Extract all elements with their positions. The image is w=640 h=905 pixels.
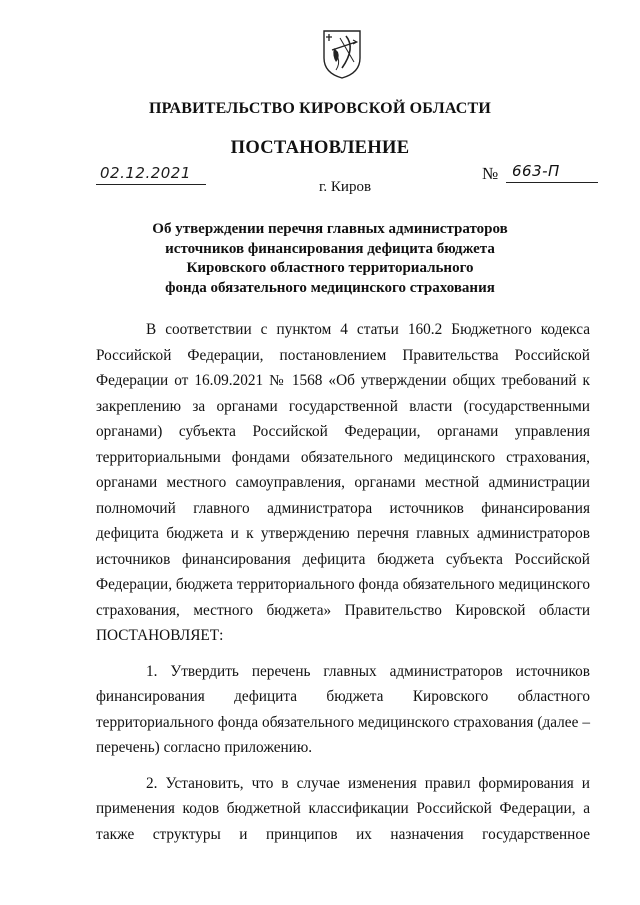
body-line: финансирования дефицита бюджета Кировского областного — [96, 688, 590, 705]
body-line: применения кодов бюджетной классификации Российской Федерации, а — [96, 800, 590, 817]
body-line: Российской Федерации, постановлением Правительства Российской — [96, 346, 590, 364]
body-line: ПОСТАНОВЛЯЕТ: — [96, 627, 224, 644]
body-line: источников финансирования дефицита бюджета субъекта Российской — [96, 550, 590, 568]
body-line: Федерации, бюджета территориального фонда обязательного медицинского — [96, 576, 590, 593]
body-line: полномочий главного администратора источников финансирования — [96, 499, 590, 517]
title-line: Кировского областного территориального — [186, 260, 474, 276]
body-line: 1. Утвердить перечень главных администраторов источников — [146, 662, 590, 680]
body-line: дефицита бюджета и к утверждению перечня главных администраторов — [96, 525, 590, 542]
body-line: 2. Установить, что в случае изменения правил формирования и — [146, 774, 590, 792]
body-line: территориальными фондами обязательного медицинского страхования, — [96, 448, 590, 466]
body-line: Федерации от 16.09.2021 № 1568 «Об утверждении общих требований к — [96, 372, 590, 389]
organization-name: ПРАВИТЕЛЬСТВО КИРОВСКОЙ ОБЛАСТИ — [148, 100, 492, 117]
document-body — [96, 317, 590, 847]
body-line: перечень) согласно приложению. — [96, 739, 313, 756]
city: г. Киров — [318, 179, 372, 195]
title-line: Об утверждении перечня главных администраторов — [152, 221, 508, 237]
title-line: фонда обязательного медицинского страхования — [165, 279, 495, 296]
number-value: 663-П — [512, 162, 560, 180]
body-line: органами) субъекта Российской Федерации, органами управления — [96, 423, 590, 440]
coat-of-arms-icon — [320, 28, 364, 80]
body-line: страхования, местного бюджета» Правительство Кировской области — [96, 601, 590, 619]
document-title — [120, 220, 540, 298]
body-line: В соответствии с пунктом 4 статьи 160.2 Бюджетного кодекса — [146, 321, 590, 338]
title-line: источников финансирования дефицита бюджета — [165, 240, 495, 257]
body-line: органами местного самоуправления, органами местной администрации — [96, 474, 590, 491]
document-type: ПОСТАНОВЛЕНИЕ — [230, 138, 410, 158]
body-line: территориального фонда обязательного медицинского страхования (далее – — [96, 713, 590, 731]
body-line: также структуры и принципов их назначения государственное — [96, 825, 590, 843]
body-line: закреплению за органами государственной власти (государственными — [96, 397, 590, 415]
number-label: № — [482, 164, 499, 183]
date-value: 02.12.2021 — [100, 164, 191, 182]
